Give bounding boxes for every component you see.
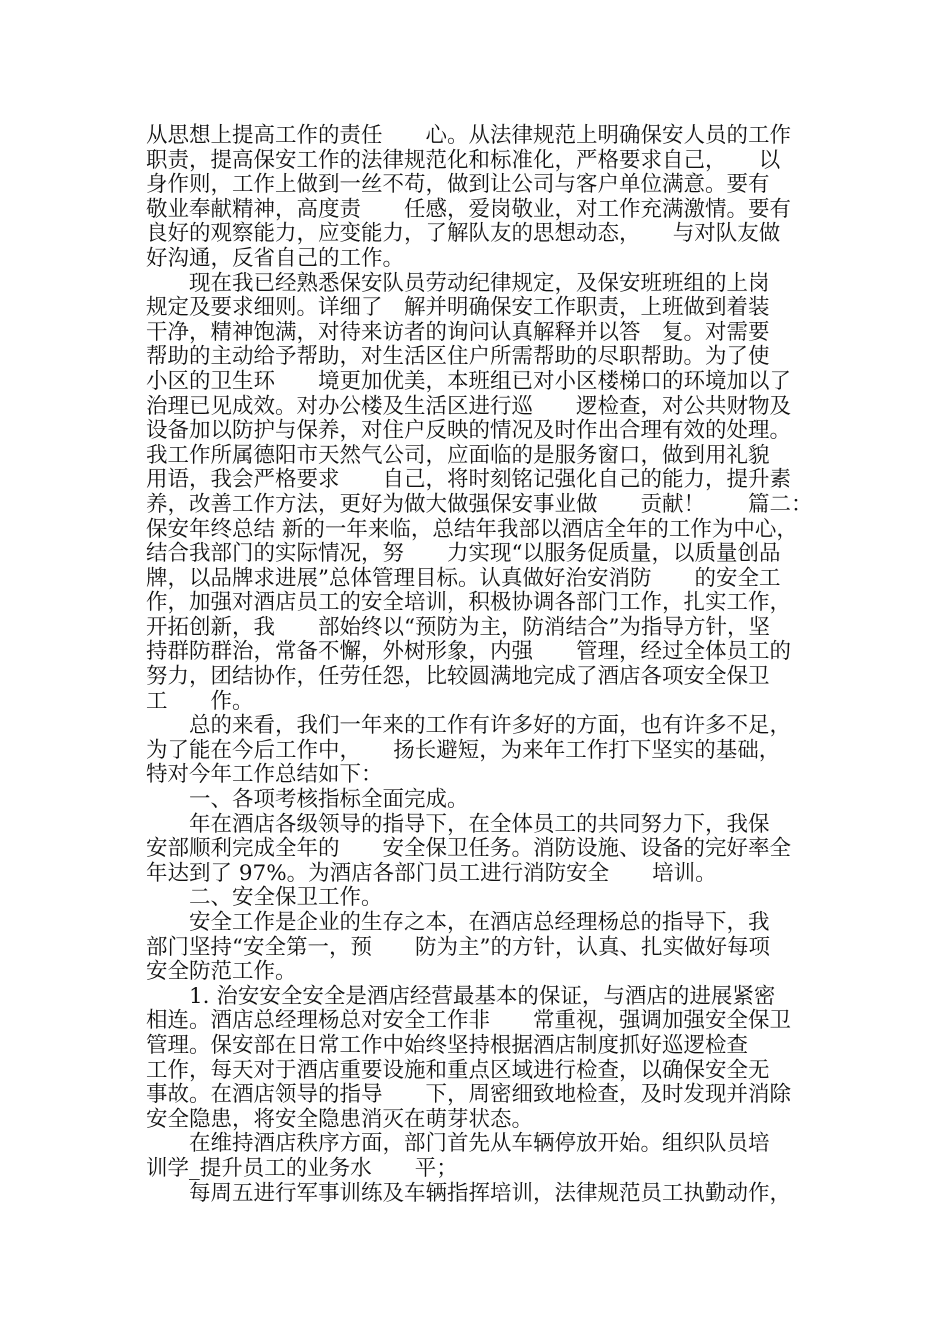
text-line: 工 作。 [146,688,254,714]
text-line: 我工作所属德阳市天然气公司，应面临的是服务窗口，做到用礼貌 [146,442,770,468]
text-line: 事故。在酒店领导的指导 下，周密细致地检查，及时发现并消除 [146,1082,792,1108]
text-line: 特对今年工作总结如下： [146,762,383,788]
text-line: 现在我已经熟悉保安队员劳动纪律规定，及保安班班组的上岗 [146,270,770,296]
text-line: 作，加强对酒店员工的安全培训，积极协调各部门工作，扎实工作， [146,590,792,616]
text-line: 用语，我会严格要求 自己，将时刻铭记强化自己的能力，提升素 [146,467,792,493]
text-line: 牌，以品牌求进展”总体管理目标。认真做好治安消防 的安全工 [146,565,781,591]
text-line: 工作，每天对于酒店重要设施和重点区域进行检查，以确保安全无 [146,1057,770,1083]
text-line: 部门坚持“安全第一，预 防为主”的方针，认真、扎实做好每项 [146,934,770,960]
text-line: 结合我部门的实际情况，努 力实现“以服务促质量，以质量创品 [146,541,781,567]
text-line: 好沟通，反省自己的工作。 [146,245,405,271]
text-line: 治理已见成效。对办公楼及生活区进行巡 逻检查，对公共财物及 [146,393,792,419]
text-line: 职责，提高保安工作的法律规范化和标准化，严格要求自己， 以 [146,147,781,173]
text-line: 良好的观察能力，应变能力，了解队友的思想动态， 与对队友做 [146,221,781,247]
document-body [146,124,826,1206]
text-line: 从思想上提高工作的责任 心。从法律规范上明确保安人员的工作 [146,123,792,148]
text-line: 年达到了 97%。为酒店各部门员工进行消防安全 培训。 [146,860,717,886]
text-line: 年在酒店各级领导的指导下，在全体员工的共同努力下，我保 [146,811,770,837]
text-line: 安全防范工作。 [146,959,297,985]
text-line: 身作则，工作上做到一丝不苟，做到让公司与客户单位满意。要有 [146,172,770,198]
text-line: 帮助的主动给予帮助，对生活区住户所需帮助的尽职帮助。为了使 [146,344,770,370]
text-line: 相连。酒店总经理杨总对安全工作非 常重视，强调加强安全保卫 [146,1008,792,1034]
text-line: 设备加以防护与保养，对住户反映的情况及时作出合理有效的处理。 [146,418,792,444]
text-line: 二、安全保卫工作。 [146,885,383,911]
text-line: 努力，团结协作，任劳任怨，比较圆满地完成了酒店各项安全保卫 [146,664,770,690]
text-line: 管理。保安部在日常工作中始终坚持根据酒店制度抓好巡逻检查 [146,1032,749,1058]
text-line: 一、各项考核指标全面完成。 [146,787,469,813]
text-line: 养，改善工作方法，更好为做大做强保安事业做 贡献！ 篇二： [146,491,813,517]
text-line: 训学_提升员工的业务水 平； [146,1155,458,1181]
text-line: 持群防群治，常备不懈，外树形象，内强 管理，经过全体员工的 [146,639,792,665]
text-line: 干净，精神饱满，对待来访者的询问认真解释并以答 复。对需要 [146,319,770,345]
text-line: 开拓创新，我 部始终以“预防为主，防消结合”为指导方针，坚 [146,614,770,640]
text-line: 在维持酒店秩序方面，部门首先从车辆停放开始。组织队员培 [146,1131,770,1157]
text-line: 1. 治安安全安全是酒店经营最基本的保证，与酒店的进展紧密 [146,983,776,1009]
text-line: 规定及要求细则。详细了 解并明确保安工作职责，上班做到着装 [146,295,770,321]
text-line: 敬业奉献精神，高度责 任感，爱岗敬业，对工作充满激情。要有 [146,196,792,222]
text-line: 为了能在今后工作中， 扬长避短，为来年工作打下坚实的基础， [146,737,781,763]
text-line: 安部顺利完成全年的 安全保卫任务。消防设施、设备的完好率全 [146,836,792,862]
text-line: 安全工作是企业的生存之本，在酒店总经理杨总的指导下，我 [146,910,770,935]
text-line: 保安年终总结 新的一年来临，总结年我部以酒店全年的工作为中心， [146,516,798,542]
text-line: 安全隐患，将安全隐患消灭在萌芽状态。 [146,1106,534,1132]
text-line: 总的来看，我们一年来的工作有许多好的方面，也有许多不足， [146,713,792,739]
text-line: 每周五进行军事训练及车辆指挥培训，法律规范员工执勤动作， [146,1180,792,1206]
text-line: 小区的卫生环 境更加优美，本班组已对小区楼梯口的环境加以了 [146,368,792,394]
